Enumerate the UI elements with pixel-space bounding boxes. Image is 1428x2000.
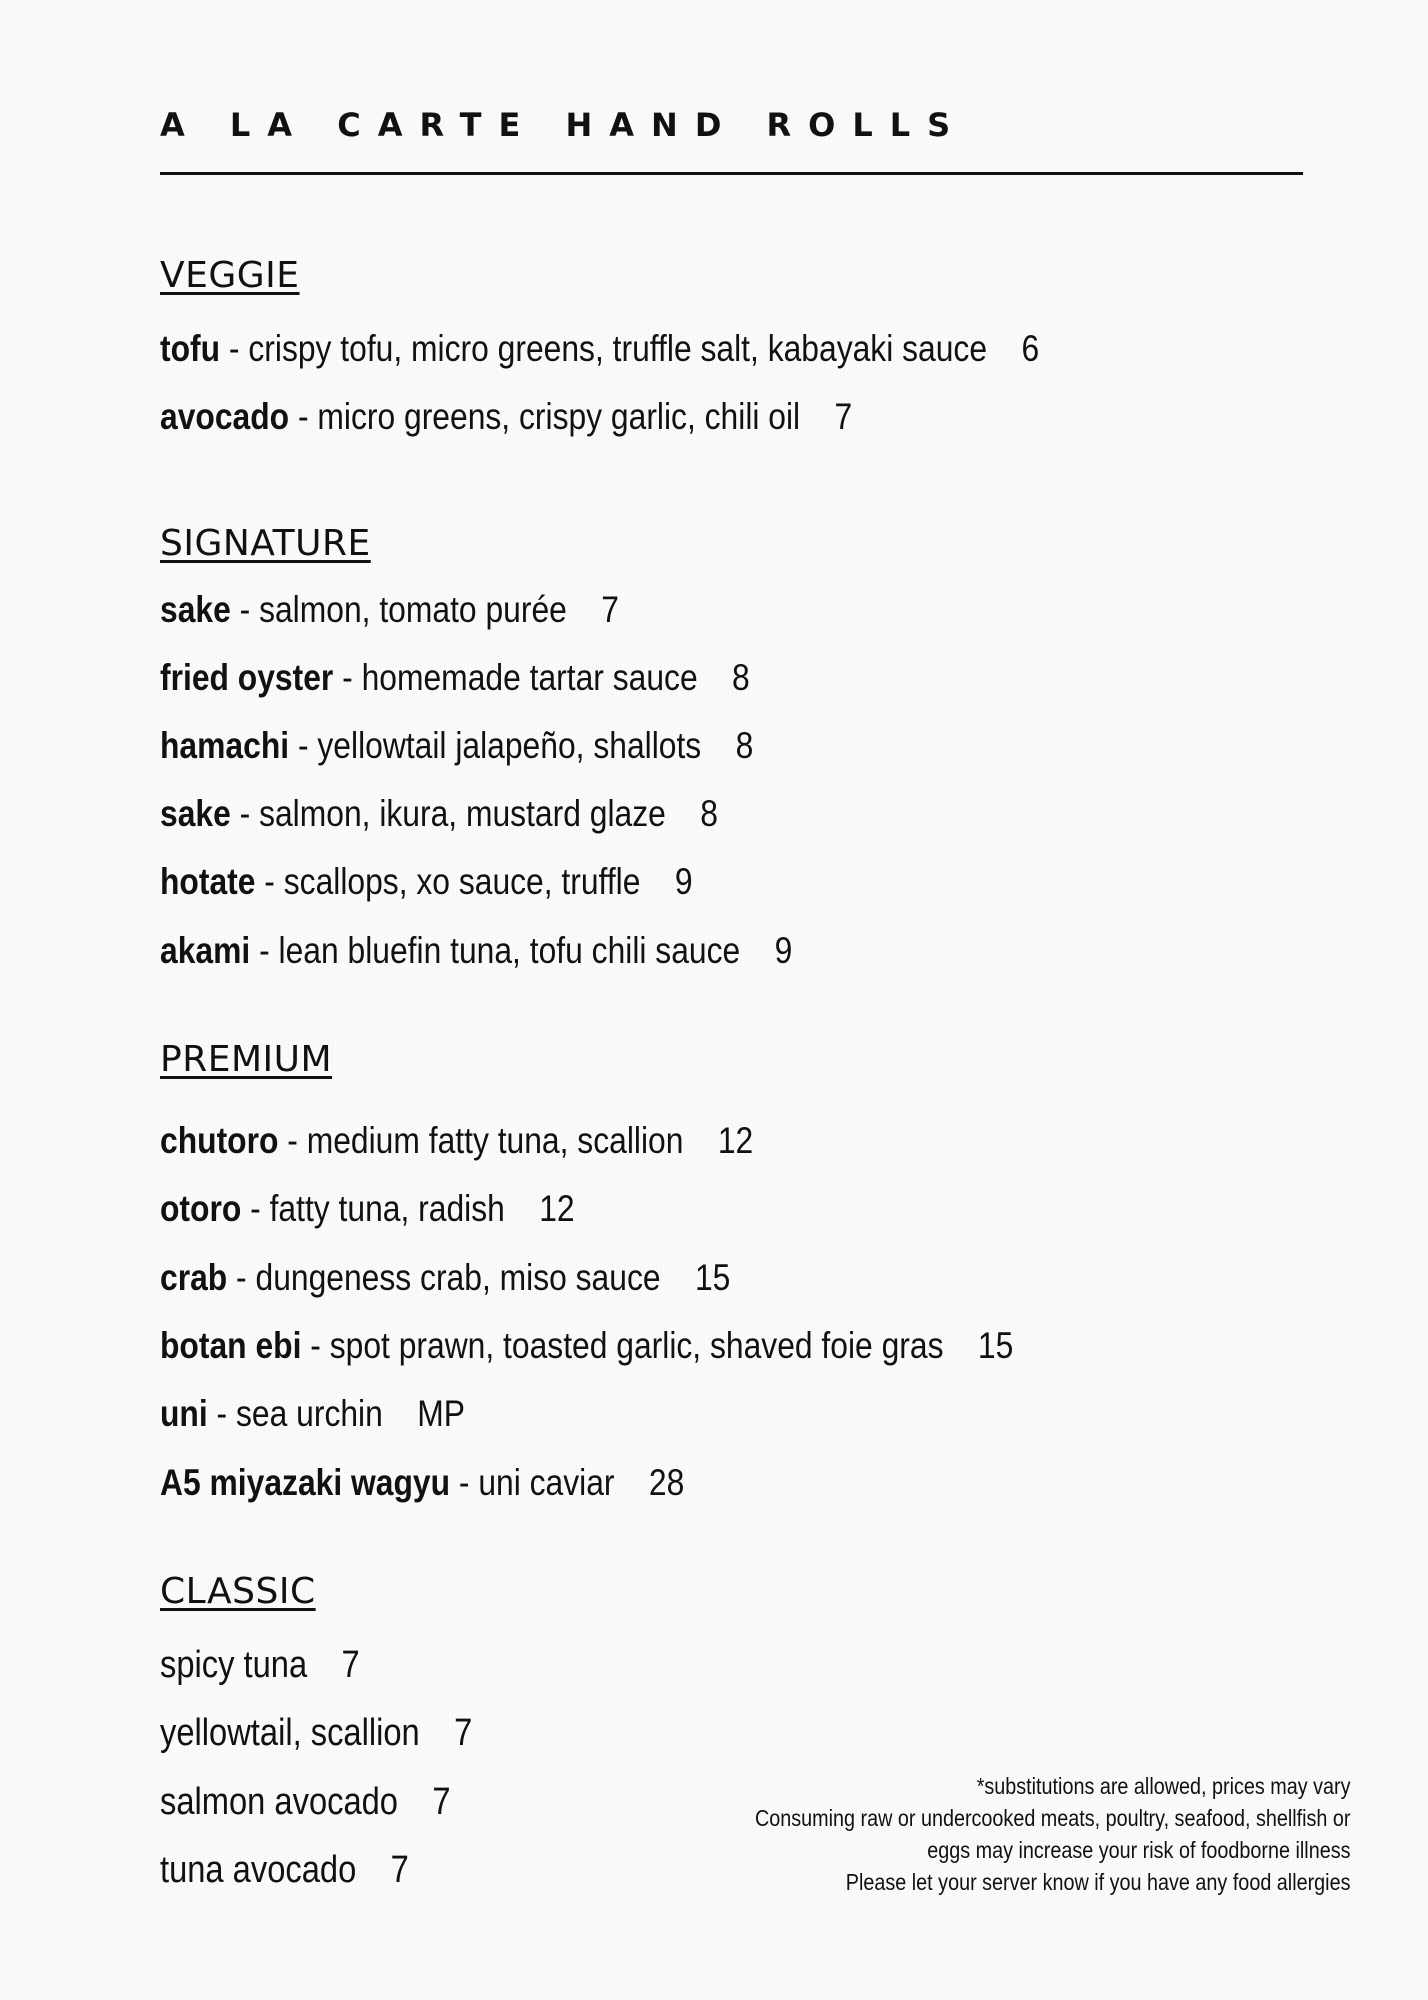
- item-name: chutoro: [160, 1120, 279, 1161]
- raw-food-warning-line-2: eggs may increase your risk of foodborne illness: [926, 1837, 1350, 1863]
- item-description: scallops, xo sauce, truffle: [283, 861, 641, 902]
- item-name: sake: [160, 589, 231, 630]
- item-description: sea urchin: [236, 1393, 383, 1434]
- item-separator: -: [333, 657, 362, 698]
- item-name: uni: [160, 1393, 208, 1434]
- section-heading-classic: CLASSIC: [160, 1571, 316, 1612]
- item-separator: -: [250, 930, 279, 971]
- item-price: 7: [601, 589, 619, 630]
- item-name: sake: [160, 793, 231, 834]
- item-price: 7: [432, 1781, 451, 1823]
- item-name: botan ebi: [160, 1325, 302, 1366]
- item-description: spot prawn, toasted garlic, shaved foie gras: [329, 1325, 944, 1366]
- menu-item-uni: [160, 1391, 465, 1437]
- menu-item-chutoro: [160, 1118, 753, 1164]
- title-divider: [160, 172, 1303, 175]
- item-price: 6: [1021, 328, 1040, 369]
- item-description: fatty tuna, radish: [269, 1188, 505, 1229]
- item-separator: -: [227, 1257, 256, 1298]
- menu-item-hamachi: [160, 723, 753, 769]
- item-price: 9: [774, 930, 793, 971]
- item-price: 7: [834, 396, 853, 437]
- item-name: fried oyster: [160, 657, 334, 698]
- item-separator: -: [450, 1462, 479, 1503]
- item-separator: -: [278, 1120, 307, 1161]
- item-description: homemade tartar sauce: [361, 657, 698, 698]
- item-separator: -: [241, 1188, 270, 1229]
- item-description: uni caviar: [478, 1462, 615, 1503]
- menu-item-avocado: [160, 394, 852, 440]
- item-separator: -: [255, 861, 284, 902]
- item-price: 12: [539, 1188, 575, 1229]
- menu-item-yellowtail-scallion: [160, 1710, 472, 1756]
- item-price: 28: [648, 1462, 685, 1503]
- item-name: yellowtail, scallion: [160, 1712, 420, 1754]
- item-description: crispy tofu, micro greens, truffle salt, kabayaki sauce: [248, 328, 988, 369]
- menu-item-otoro: [160, 1186, 575, 1232]
- item-description: lean bluefin tuna, tofu chili sauce: [278, 930, 741, 971]
- item-description: salmon, tomato purée: [259, 589, 567, 630]
- item-name: hotate: [160, 861, 256, 902]
- section-heading-signature: SIGNATURE: [160, 523, 371, 564]
- item-description: yellowtail jalapeño, shallots: [317, 725, 702, 766]
- item-price: 15: [694, 1257, 731, 1298]
- menu-title: A LA CARTE HAND ROLLS: [160, 106, 968, 144]
- item-separator: -: [230, 793, 260, 834]
- item-price: 9: [674, 861, 693, 902]
- item-description: salmon, ikura, mustard glaze: [259, 793, 666, 834]
- item-price: 12: [717, 1120, 754, 1161]
- item-name: tuna avocado: [160, 1849, 357, 1891]
- item-separator: -: [289, 396, 318, 437]
- menu-item-tofu: [160, 326, 1039, 372]
- menu-item-hotate: [160, 859, 693, 905]
- menu-item-a5-wagyu: [160, 1460, 684, 1506]
- item-separator: -: [301, 1325, 330, 1366]
- raw-food-warning-line-1: Consuming raw or undercooked meats, poultry, seafood, shellfish or: [754, 1805, 1350, 1831]
- item-name: tofu: [160, 328, 221, 369]
- item-name: avocado: [160, 396, 290, 437]
- item-separator: -: [220, 328, 249, 369]
- item-separator: -: [207, 1393, 237, 1434]
- menu-item-sake: [160, 587, 619, 633]
- menu-item-crab: [160, 1255, 730, 1301]
- item-name: A5 miyazaki wagyu: [160, 1462, 451, 1503]
- item-name: salmon avocado: [160, 1781, 398, 1823]
- item-description: dungeness crab, miso sauce: [255, 1257, 661, 1298]
- item-name: hamachi: [160, 725, 290, 766]
- item-name: akami: [160, 930, 251, 971]
- menu-item-spicy-tuna: [160, 1642, 360, 1688]
- menu-item-salmon-avocado: [160, 1779, 451, 1825]
- item-name: spicy tuna: [160, 1644, 308, 1686]
- menu-item-botan-ebi: [160, 1323, 1013, 1369]
- item-description: medium fatty tuna, scallion: [306, 1120, 684, 1161]
- item-separator: -: [289, 725, 318, 766]
- menu-item-akami: [160, 928, 792, 974]
- item-price: 8: [735, 725, 754, 766]
- item-price: 8: [732, 657, 750, 698]
- item-name: otoro: [160, 1188, 242, 1229]
- section-heading-premium: PREMIUM: [160, 1039, 333, 1080]
- allergy-notes: [754, 1770, 1350, 1898]
- substitution-note: *substitutions are allowed, prices may vary: [976, 1773, 1350, 1799]
- item-price: MP: [417, 1393, 465, 1434]
- item-price: 7: [341, 1644, 360, 1686]
- menu-item-fried-oyster: [160, 655, 750, 701]
- item-price: 8: [700, 793, 718, 834]
- item-price: 15: [977, 1325, 1014, 1366]
- item-description: micro greens, crispy garlic, chili oil: [317, 396, 801, 437]
- item-separator: -: [230, 589, 260, 630]
- section-heading-veggie: VEGGIE: [160, 255, 300, 296]
- item-name: crab: [160, 1257, 228, 1298]
- menu-item-tuna-avocado: [160, 1847, 409, 1893]
- menu-item-sake-ikura: [160, 791, 718, 837]
- item-price: 7: [390, 1849, 409, 1891]
- allergy-note: Please let your server know if you have any food allergies: [845, 1869, 1350, 1895]
- item-price: 7: [454, 1712, 473, 1754]
